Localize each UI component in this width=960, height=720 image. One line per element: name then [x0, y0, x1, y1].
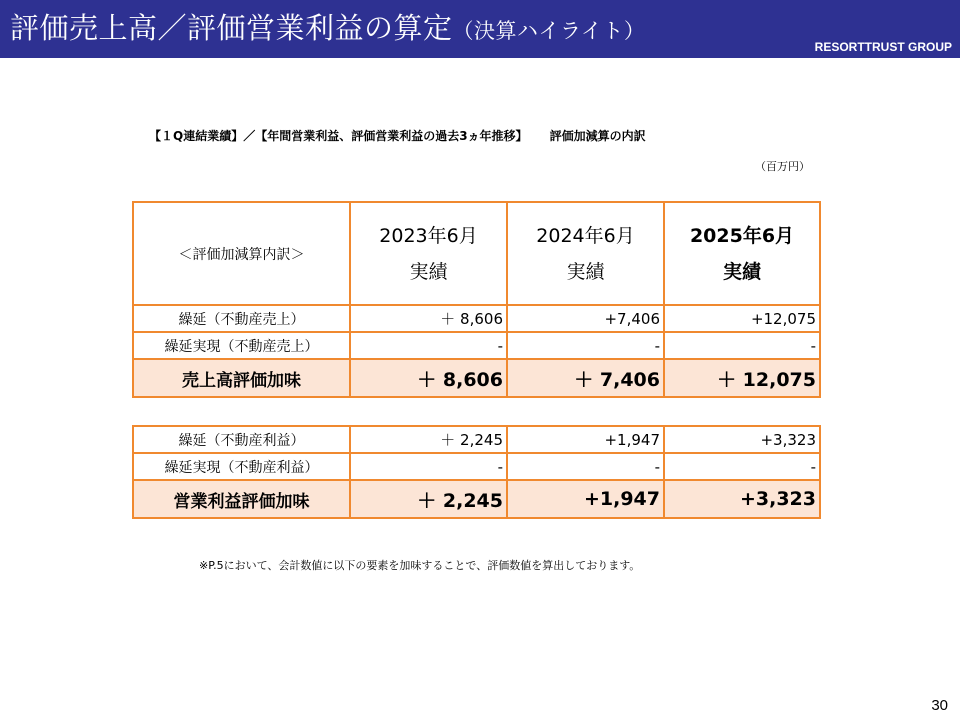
- value-cell: ＋ 2,245: [350, 426, 507, 453]
- sales-table: [132, 201, 821, 398]
- total-value-cell: +1,947: [507, 480, 664, 518]
- header-label-cell: ＜評価加減算内訳＞: [133, 202, 350, 305]
- table-row: [133, 426, 820, 453]
- value-cell: +12,075: [664, 305, 820, 332]
- unit-label: （百万円）: [755, 160, 810, 173]
- total-value-cell: ＋ 7,406: [507, 359, 664, 397]
- page-number: 30: [931, 697, 948, 714]
- section-heading-right: 評価加減算の内訳: [549, 129, 646, 143]
- row-label: 繰延実現（不動産利益）: [133, 453, 350, 480]
- section-heading: [149, 127, 646, 144]
- value-cell: +3,323: [664, 426, 820, 453]
- value-cell: -: [507, 453, 664, 480]
- total-label: 売上高評価加味: [133, 359, 350, 397]
- table-header-row: [133, 202, 820, 305]
- total-value-cell: ＋ 12,075: [664, 359, 820, 397]
- value-cell: -: [350, 332, 507, 359]
- row-label: 繰延（不動産売上）: [133, 305, 350, 332]
- header-col-2024: 2024年6月 実績: [507, 202, 664, 305]
- page-title: 評価売上高／評価営業利益の算定（決算ハイライト）: [10, 11, 646, 45]
- value-cell: -: [350, 453, 507, 480]
- row-label: 繰延実現（不動産売上）: [133, 332, 350, 359]
- table-row: [133, 305, 820, 332]
- total-value-cell: ＋ 2,245: [350, 480, 507, 518]
- value-cell: -: [507, 332, 664, 359]
- table-row: [133, 453, 820, 480]
- profit-total-row: [133, 480, 820, 518]
- value-cell: +1,947: [507, 426, 664, 453]
- total-label: 営業利益評価加味: [133, 480, 350, 518]
- brand-logo-text: RESORTTRUST GROUP: [814, 40, 952, 54]
- value-cell: -: [664, 453, 820, 480]
- row-label: 繰延（不動産利益）: [133, 426, 350, 453]
- header-col-2025: 2025年6月 実績: [664, 202, 820, 305]
- total-value-cell: +3,323: [664, 480, 820, 518]
- value-cell: ＋ 8,606: [350, 305, 507, 332]
- header-bar: [0, 0, 960, 58]
- total-value-cell: ＋ 8,606: [350, 359, 507, 397]
- value-cell: -: [664, 332, 820, 359]
- value-cell: +7,406: [507, 305, 664, 332]
- table-row: [133, 332, 820, 359]
- page-subtitle: （決算ハイライト）: [452, 19, 646, 43]
- profit-table: [132, 425, 821, 519]
- footnote: ※P.5において、会計数値に以下の要素を加味することで、評価数値を算出しております。: [199, 559, 641, 572]
- section-heading-left: 【１Q連結業績】／【年間営業利益、評価営業利益の過去3ヵ年推移】: [149, 129, 528, 143]
- sales-total-row: [133, 359, 820, 397]
- header-col-2023: 2023年6月 実績: [350, 202, 507, 305]
